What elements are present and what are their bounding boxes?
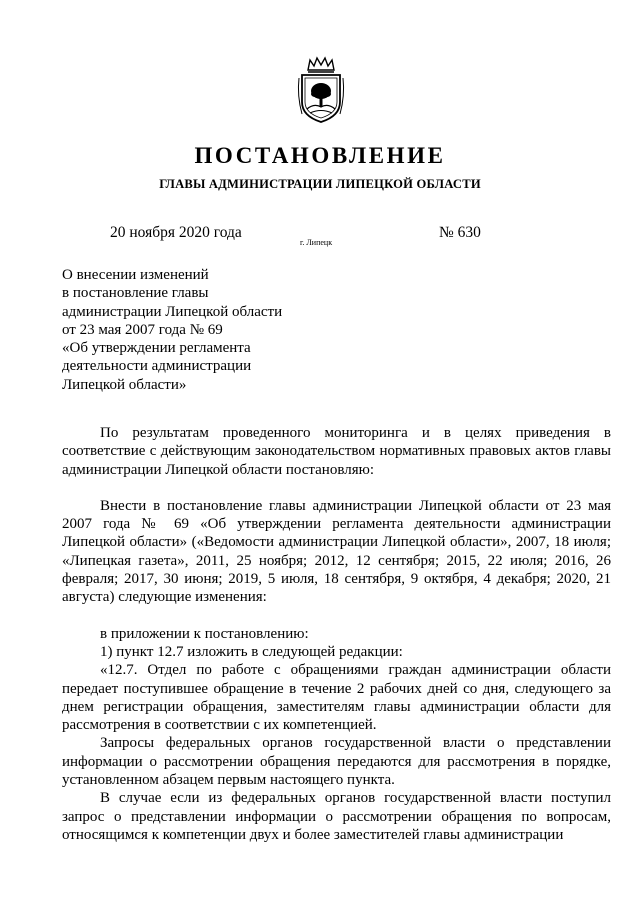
clause-paragraph: Запросы федеральных органов государственной власти о представлении информации о рассмотрении обращения передаются для рассмотрения в порядке, установленном абзацем первым настоящего пункта.	[62, 735, 611, 789]
clause-paragraph: «12.7. Отдел по работе с обращениями граждан администрации области передает поступившее обращение в течение 2 рабочих дней со дня, следующего за днем регистрации обращения, заместителям главы администрации области для рассмотрения в соответствии с их компетенцией.	[62, 662, 611, 734]
appendix-intro-paragraph: в приложении к постановлению:	[100, 625, 309, 642]
heading-line: от 23 мая 2007 года № 69	[62, 321, 223, 338]
document-heading	[62, 266, 332, 394]
resolution-paragraph: Внести в постановление главы администрации Липецкой области от 23 мая 2007 года № 69 «Об утверждении регламента деятельности администрации Липецкой области» («Ведомости администрации Липецкой области», 2007, 18 июля; «Липецкая газета», 2011, 25 ноября; 2012, 12 сентября; 2015, 22 июля; 2016, 26 февраля; 2017, 30 июня; 2019, 5 июля, 18 сентября, 9 октября, 4 декабря; 2020, 21 августа) следующие изменения:	[62, 497, 611, 606]
heading-line: деятельности администрации	[62, 358, 252, 375]
document-date: 20 ноября 2020 года	[110, 224, 242, 241]
heading-line: «Об утверждении регламента	[62, 340, 251, 357]
heading-line: О внесении изменений	[62, 267, 209, 283]
heading-line: Липецкой области»	[62, 376, 187, 393]
document-city: г. Липецк	[300, 238, 333, 247]
document-number: № 630	[439, 224, 481, 241]
preamble-paragraph: По результатам проведенного мониторинга и в целях приведения в соответствие с действующим законодательством нормативных правовых актов главы администрации Липецкой области постановляю:	[62, 425, 611, 478]
document-subtitle: ГЛАВЫ АДМИНИСТРАЦИИ ЛИПЕЦКОЙ ОБЛАСТИ	[159, 177, 481, 191]
document-body	[62, 424, 611, 844]
heading-line: администрации Липецкой области	[62, 303, 283, 320]
document-title: ПОСТАНОВЛЕНИЕ	[194, 143, 446, 168]
item-paragraph: 1) пункт 12.7 изложить в следующей редакции:	[100, 643, 403, 660]
heading-line: в постановление главы	[62, 285, 209, 302]
lipetsk-coat-of-arms-emblem	[296, 56, 346, 124]
clause-paragraph: В случае если из федеральных органов государственной власти поступил запрос о представлении информации о рассмотрении обращения по вопросам, относящимся к компетенции двух и более заместителей главы администрации	[62, 790, 611, 843]
